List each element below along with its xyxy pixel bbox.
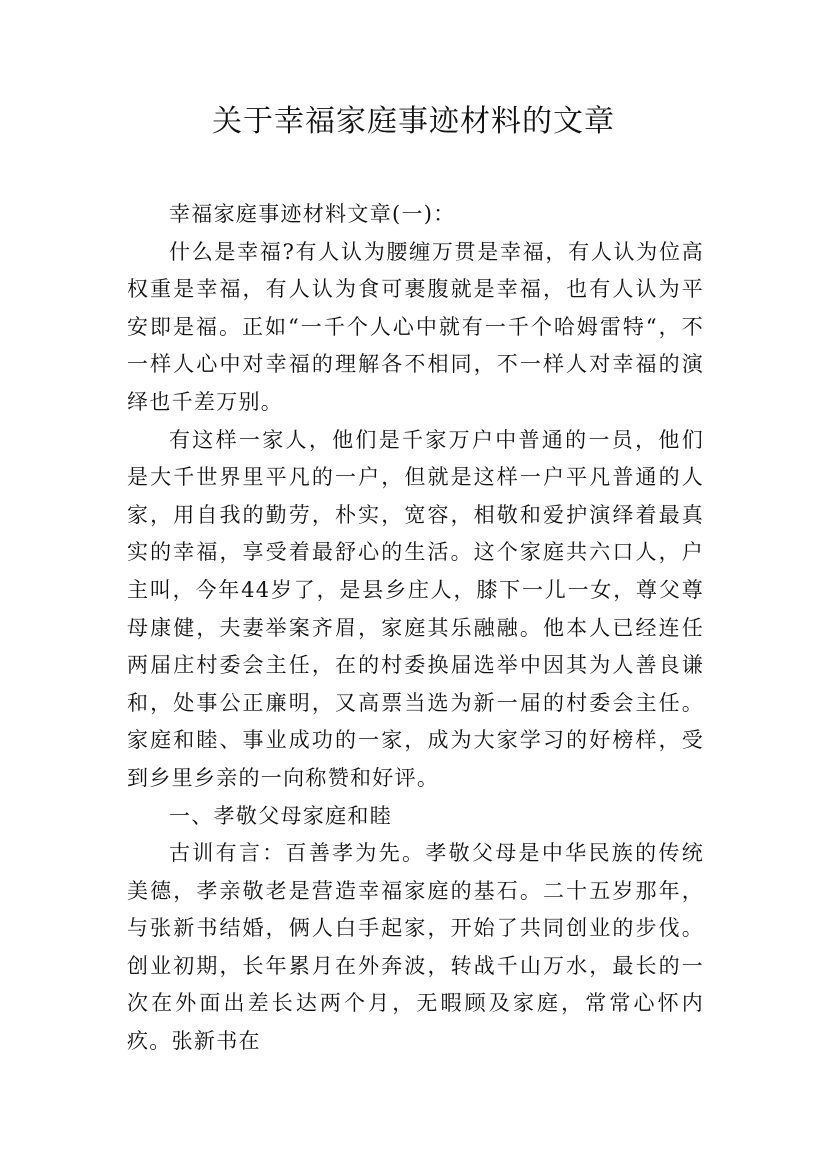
body-paragraph: 什么是幸福?有人认为腰缠万贯是幸福，有人认为位高权重是幸福，有人认为食可裹腹就是幸福，也有人认为平安即是福。正如“一千个人心中就有一千个哈姆雷特“，不一样人心中对幸福的理解各不相同，不一样人对幸福的演绎也千差万别。	[127, 239, 704, 414]
section-heading: 一、孝敬父母家庭和睦	[169, 803, 392, 828]
body-paragraph: 有这样一家人，他们是千家万户中普通的一员，他们是大千世界里平凡的一户，但就是这样一户平凡普通的人家，用自我的勤劳，朴实，宽容，相敬和爱护演绎着最真实的幸福，享受着最舒心的生活。这个家庭共六口人，户主叫，今年44岁了，是县乡庄人，膝下一儿一女，尊父尊母康健，夫妻举案齐眉，家庭其乐融融。他本人已经连任两届庄村委会主任，在的村委换届选举中因其为人善良谦和，处事公正廉明，又高票当选为新一届的村委会主任。家庭和睦、事业成功的一家，成为大家学习的好榜样，受到乡里乡亲的一向称赞和好评。	[127, 427, 704, 790]
body-paragraph: 古训有言：百善孝为先。孝敬父母是中华民族的传统美德，孝亲敬老是营造幸福家庭的基石。二十五岁那年，与张新书结婚，俩人白手起家，开始了共同创业的步伐。创业初期，长年累月在外奔波，转战千山万水，最长的一次在外面出差长达两个月，无暇顾及家庭，常常心怀内疚。张新书在	[127, 841, 704, 1054]
document-body	[127, 196, 704, 1061]
section-heading: 幸福家庭事迹材料文章(一)：	[169, 202, 456, 226]
document-title: 关于幸福家庭事迹材料的文章	[212, 104, 615, 139]
